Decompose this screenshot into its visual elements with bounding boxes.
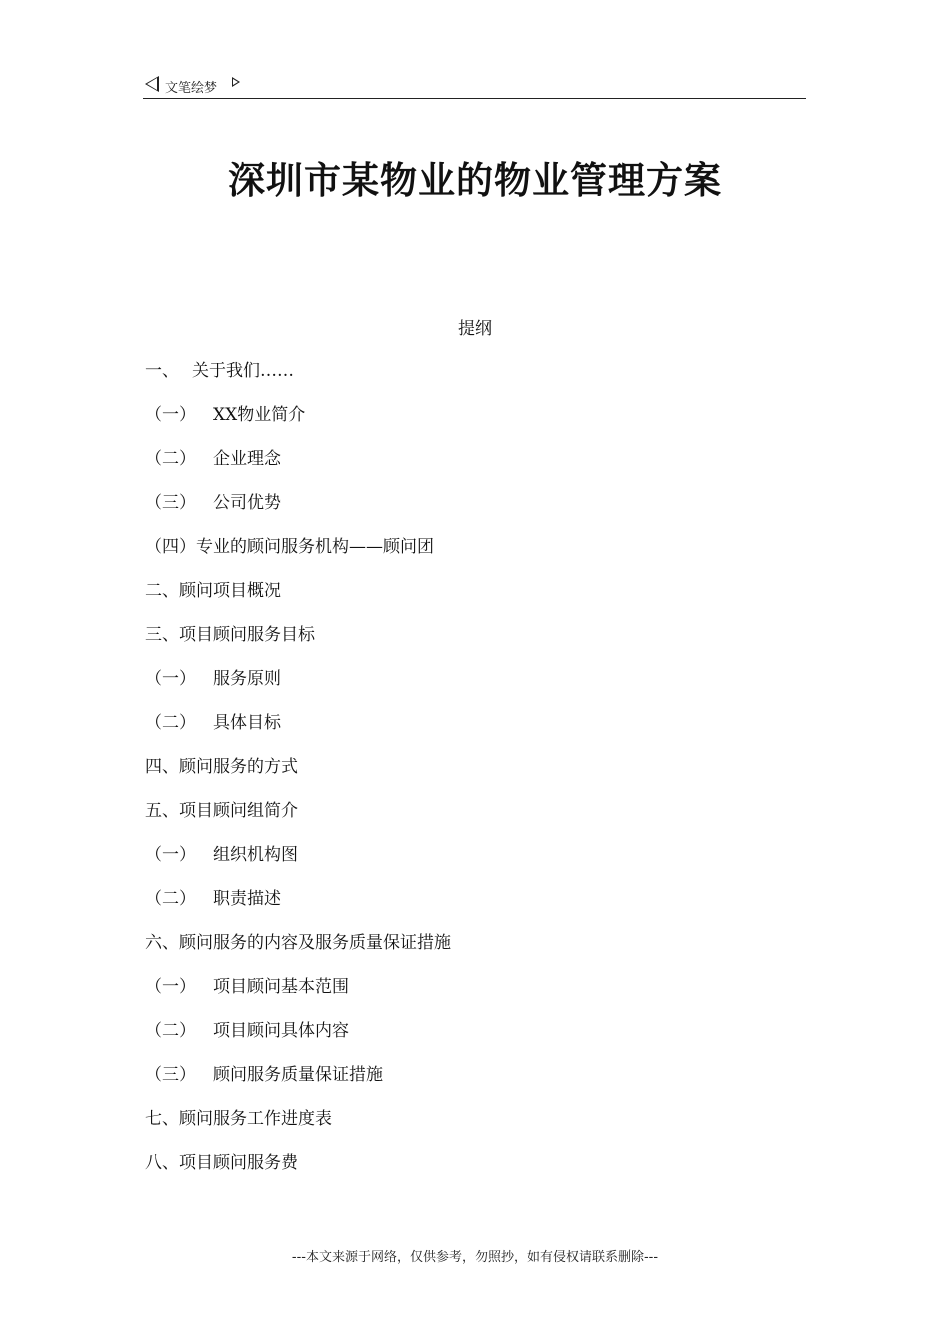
toc-item-number: （二） (145, 713, 196, 733)
triangle-right-icon (232, 77, 240, 87)
toc-item-number: 八、 (145, 1153, 179, 1173)
toc-item (145, 1150, 451, 1194)
toc-item-text: 职责描述 (213, 889, 281, 909)
table-of-contents (145, 358, 451, 1194)
toc-item-number: （二） (145, 1021, 196, 1041)
toc-item (145, 974, 451, 1018)
toc-item-text: 服务原则 (213, 669, 281, 689)
toc-item-text: 顾问项目概况 (179, 581, 281, 601)
toc-item-number: 一、 (145, 361, 179, 381)
toc-item-text: 企业理念 (213, 449, 281, 469)
document-title: 深圳市某物业的物业管理方案 (228, 159, 722, 202)
toc-item (145, 1106, 451, 1150)
header-brand: 文笔绘梦 (165, 81, 218, 96)
toc-item-text: 组织机构图 (213, 845, 298, 865)
toc-item-text: 关于我们…… (192, 361, 294, 381)
toc-item-text: 专业的顾问服务机构——顾问团 (196, 537, 434, 557)
toc-item (145, 358, 451, 402)
toc-item (145, 886, 451, 930)
toc-item (145, 402, 451, 446)
toc-item (145, 666, 451, 710)
toc-item-number: 六、 (145, 933, 179, 953)
toc-item-number: 七、 (145, 1109, 179, 1129)
toc-item-text: 项目顾问服务费 (179, 1153, 298, 1173)
toc-item-text: 顾问服务质量保证措施 (213, 1065, 383, 1085)
toc-item-number: 四、 (145, 757, 179, 777)
toc-item-text: 公司优势 (213, 493, 281, 513)
outline-heading: 提纲 (458, 319, 492, 339)
toc-item-text: XX物业简介 (213, 405, 306, 425)
toc-item-number: （一） (145, 669, 196, 689)
toc-item-text: 顾问服务工作进度表 (179, 1109, 332, 1129)
toc-item-number: （二） (145, 889, 196, 909)
toc-item (145, 446, 451, 490)
toc-item (145, 710, 451, 754)
toc-item-number: 三、 (145, 625, 179, 645)
toc-item-number: （一） (145, 845, 196, 865)
triangle-left-icon (145, 76, 159, 92)
toc-item-number: （二） (145, 449, 196, 469)
toc-item-text: 项目顾问组简介 (179, 801, 298, 821)
page-footer: ---本文来源于网络，仅供参考，勿照抄，如有侵权请联系删除--- (291, 1250, 659, 1265)
toc-item (145, 534, 451, 578)
toc-item-number: （一） (145, 405, 196, 425)
toc-item-number: （三） (145, 493, 196, 513)
toc-item (145, 842, 451, 886)
toc-item-number: （三） (145, 1065, 196, 1085)
toc-item-number: （一） (145, 977, 196, 997)
toc-item-number: （四） (145, 537, 196, 557)
toc-item-text: 具体目标 (213, 713, 281, 733)
toc-item (145, 1018, 451, 1062)
toc-item-text: 项目顾问基本范围 (213, 977, 349, 997)
toc-item (145, 622, 451, 666)
toc-item-text: 项目顾问具体内容 (213, 1021, 349, 1041)
toc-item-text: 顾问服务的方式 (179, 757, 298, 777)
toc-item (145, 490, 451, 534)
toc-item (145, 754, 451, 798)
page-header (143, 72, 806, 99)
toc-item-text: 顾问服务的内容及服务质量保证措施 (179, 933, 451, 953)
toc-item (145, 930, 451, 974)
toc-item (145, 798, 451, 842)
toc-item-number: 五、 (145, 801, 179, 821)
toc-item (145, 578, 451, 622)
toc-item-number: 二、 (145, 581, 179, 601)
toc-item (145, 1062, 451, 1106)
toc-item-text: 项目顾问服务目标 (179, 625, 315, 645)
